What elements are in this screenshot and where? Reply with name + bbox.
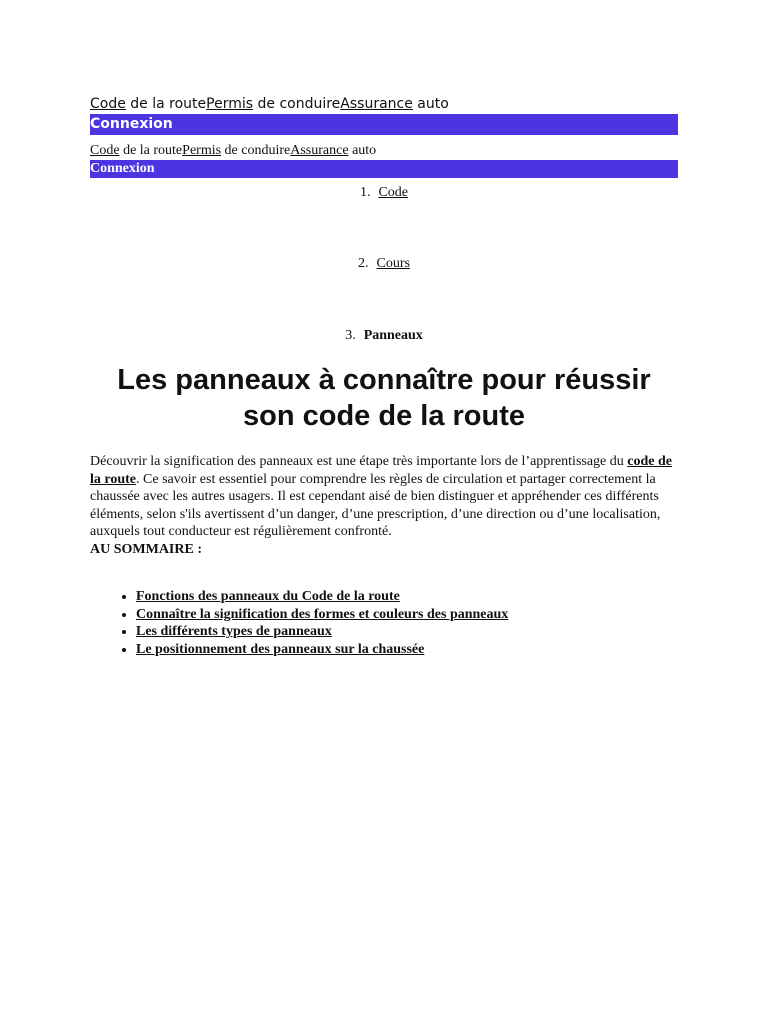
list-item [136,588,724,606]
list-item [136,606,724,624]
top-nav [90,94,678,114]
login-button-secondary[interactable]: Connexion [90,160,678,178]
secondary-nav [90,142,678,160]
breadcrumb-number: 3. [345,328,356,343]
breadcrumb-item-code [0,184,768,202]
nav2-text-assurance: auto [348,143,377,158]
toc-link-fonctions[interactable]: Fonctions des panneaux du Code de la route [136,589,400,604]
breadcrumb-link-cours[interactable]: Cours [376,256,410,271]
nav2-text-code: de la route [119,143,183,158]
intro-text-1: Découvrir la signification des panneaux est une étape très importante lors de l’apprentissage du [90,454,628,469]
toc-link-positionnement[interactable]: Le positionnement des panneaux sur la chaussée [136,641,425,657]
login-button[interactable]: Connexion [90,114,678,135]
page-title: Les panneaux à connaître pour réussir son code de la route [117,364,651,432]
nav2-link-assurance[interactable]: Assurance [290,143,349,158]
toc-link-types[interactable]: Les différents types de panneaux [136,624,332,640]
sommaire-heading: AU SOMMAIRE : [90,541,202,557]
nav2-link-permis[interactable]: Permis [182,143,222,158]
nav-link-code[interactable]: Code [90,96,126,112]
nav-text-permis: de conduire [253,96,341,112]
breadcrumb-number: 1. [359,185,371,200]
nav2-link-code[interactable]: Code [90,143,120,158]
intro-paragraph [90,453,678,559]
breadcrumb-number: 2. [358,256,369,271]
breadcrumb-item-panneaux [0,327,768,345]
nav-link-assurance[interactable]: Assurance [340,96,413,112]
nav-text-code: de la route [125,96,207,112]
intro-text-2: . Ce savoir est essentiel pour comprendre les règles de circulation et partager correctement la chaussée avec les autres usagers. Il est cependant aisé de bien distinguer et appréhender ces différents éléments, selon s'ils avertissent d’un danger, d’une prescription, d’une direction ou d’une localisation, auxquels tout conducteur est régulièrement confronté. [90,471,661,540]
breadcrumb-current: Panneaux [363,328,423,343]
nav2-text-permis: de conduire [221,143,291,158]
breadcrumb-link-code[interactable]: Code [378,185,409,200]
nav-link-permis[interactable]: Permis [206,96,254,112]
nav-text-assurance: auto [412,96,449,112]
toc-link-formes-couleurs[interactable]: Connaître la signification des formes et couleurs des panneaux [136,606,509,622]
code-de-la-route-link[interactable]: code de la route [90,454,672,487]
list-item [136,623,724,641]
table-of-contents [90,588,724,658]
list-item [136,641,724,659]
breadcrumb-item-cours [0,255,768,273]
